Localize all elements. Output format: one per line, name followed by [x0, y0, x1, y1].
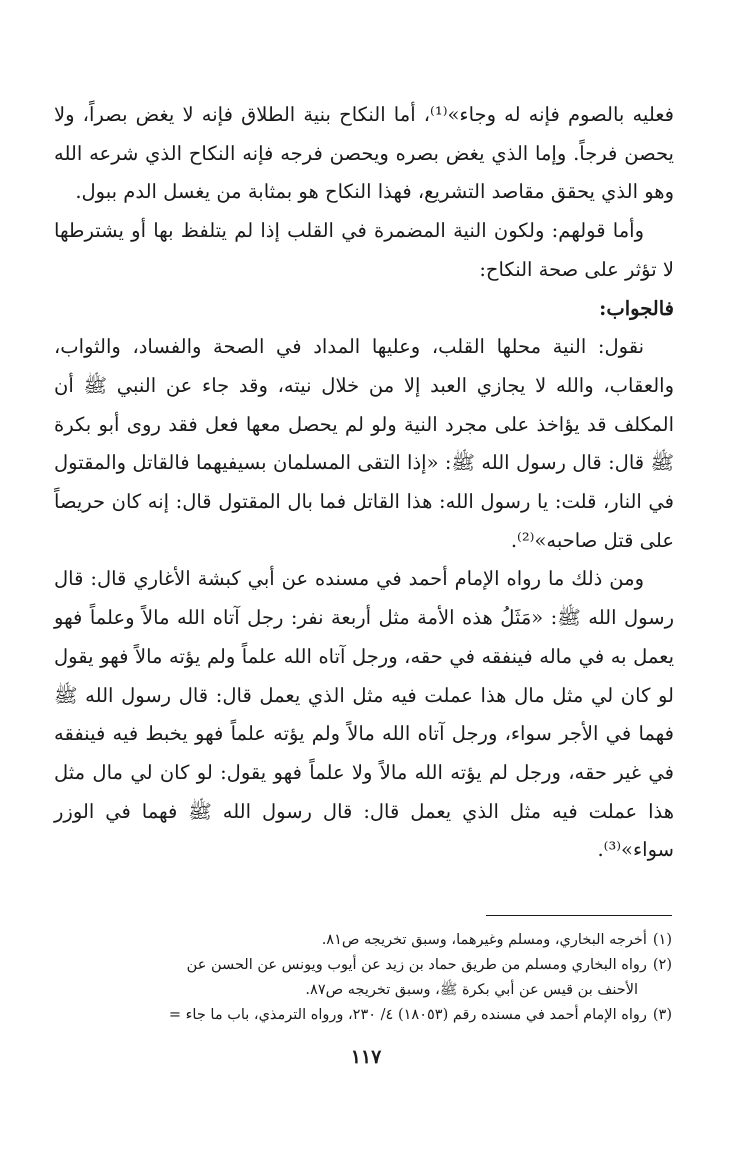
- footnote-text: رواه الإمام أحمد في مسنده رقم (١٨٠٥٣) ٤/ ٢٣٠، ورواه الترمذي، باب ما جاء =: [168, 1007, 647, 1023]
- footnote-number: (١): [652, 932, 672, 948]
- footnote-divider: [486, 915, 672, 916]
- paragraph-4: ومن ذلك ما رواه الإمام أحمد في مسنده عن أبي كبشة الأغاري قال: قال رسول الله ﷺ: «مَثَلُ هذه الأمة مثل أربعة نفر: رجل آتاه الله مالاً وعلماً فهو يعمل به في ماله فينفقه في حقه، ورجل آتاه الله علماً ولم يؤته مالاً فهو يقول لو كان لي مثل مال هذا عملت فيه مثل الذي يعمل قال: قال رسول الله ﷺ فهما في الأجر سواء، ورجل آتاه الله مالاً ولم يؤته علماً فهو يخبط فيه فينفقه في غير حقه، ورجل لم يؤته الله مالاً ولا علماً فهو يقول: لو كان لي مال مثل هذا عملت فيه مثل الذي يعمل قال: قال رسول الله ﷺ فهما في الوزر سواء»⁽³⁾.: [54, 567, 674, 862]
- footnote-2: [54, 953, 672, 978]
- footnote-number: (٢): [652, 957, 672, 973]
- footnote-3: [54, 1003, 672, 1028]
- footnote-text: رواه البخاري ومسلم من طريق حماد بن زيد عن أيوب ويونس عن الحسن عن: [186, 957, 647, 973]
- footnote-number: (٣): [652, 1007, 672, 1023]
- paragraph-1: فعليه بالصوم فإنه له وجاء»⁽¹⁾، أما النكاح بنية الطلاق فإنه لا يغض بصراً، ولا يحصن فرجاً. وإما الذي يغض بصره ويحصن فرجه فإنه النكاح الذي شرعه الله وهو الذي يحقق مقاصد التشريع، فهذا النكاح هو بمثابة من يغسل الدم ببول.: [54, 103, 675, 204]
- footnotes: [54, 928, 672, 1028]
- section-heading: فالجواب:: [599, 296, 674, 320]
- footnote-1: [54, 928, 672, 953]
- paragraph-2: وأما قولهم: ولكون النية المضمرة في القلب إذا لم يتلفظ بها أو يشترطها لا تؤثر على صحة النكاح:: [54, 219, 674, 281]
- paragraph-3: نقول: النية محلها القلب، وعليها المداد في الصحة والفساد، والثواب، والعقاب، والله لا يجازي العبد إلا من خلال نيته، وقد جاء عن النبي ﷺ أن المكلف قد يؤاخذ على مجرد النية ولو لم يحصل معها فعل فقد روى أبو بكرة ﷺ قال: قال رسول الله ﷺ: «إذا التقى المسلمان بسيفيهما فالقاتل والمقتول في النار، قلت: يا رسول الله: هذا القاتل فما بال المقتول قال: إنه كان حريصاً على قتل صاحبه»⁽²⁾.: [54, 335, 674, 552]
- main-text: [54, 96, 674, 870]
- footnote-text: أخرجه البخاري، ومسلم وغيرهما، وسبق تخريجه ص٨١.: [321, 932, 647, 948]
- footnote-2-continuation: الأحنف بن قيس عن أبي بكرة ﷺ، وسبق تخريجه ص٨٧.: [305, 982, 638, 998]
- page-number: ١١٧: [350, 1046, 382, 1068]
